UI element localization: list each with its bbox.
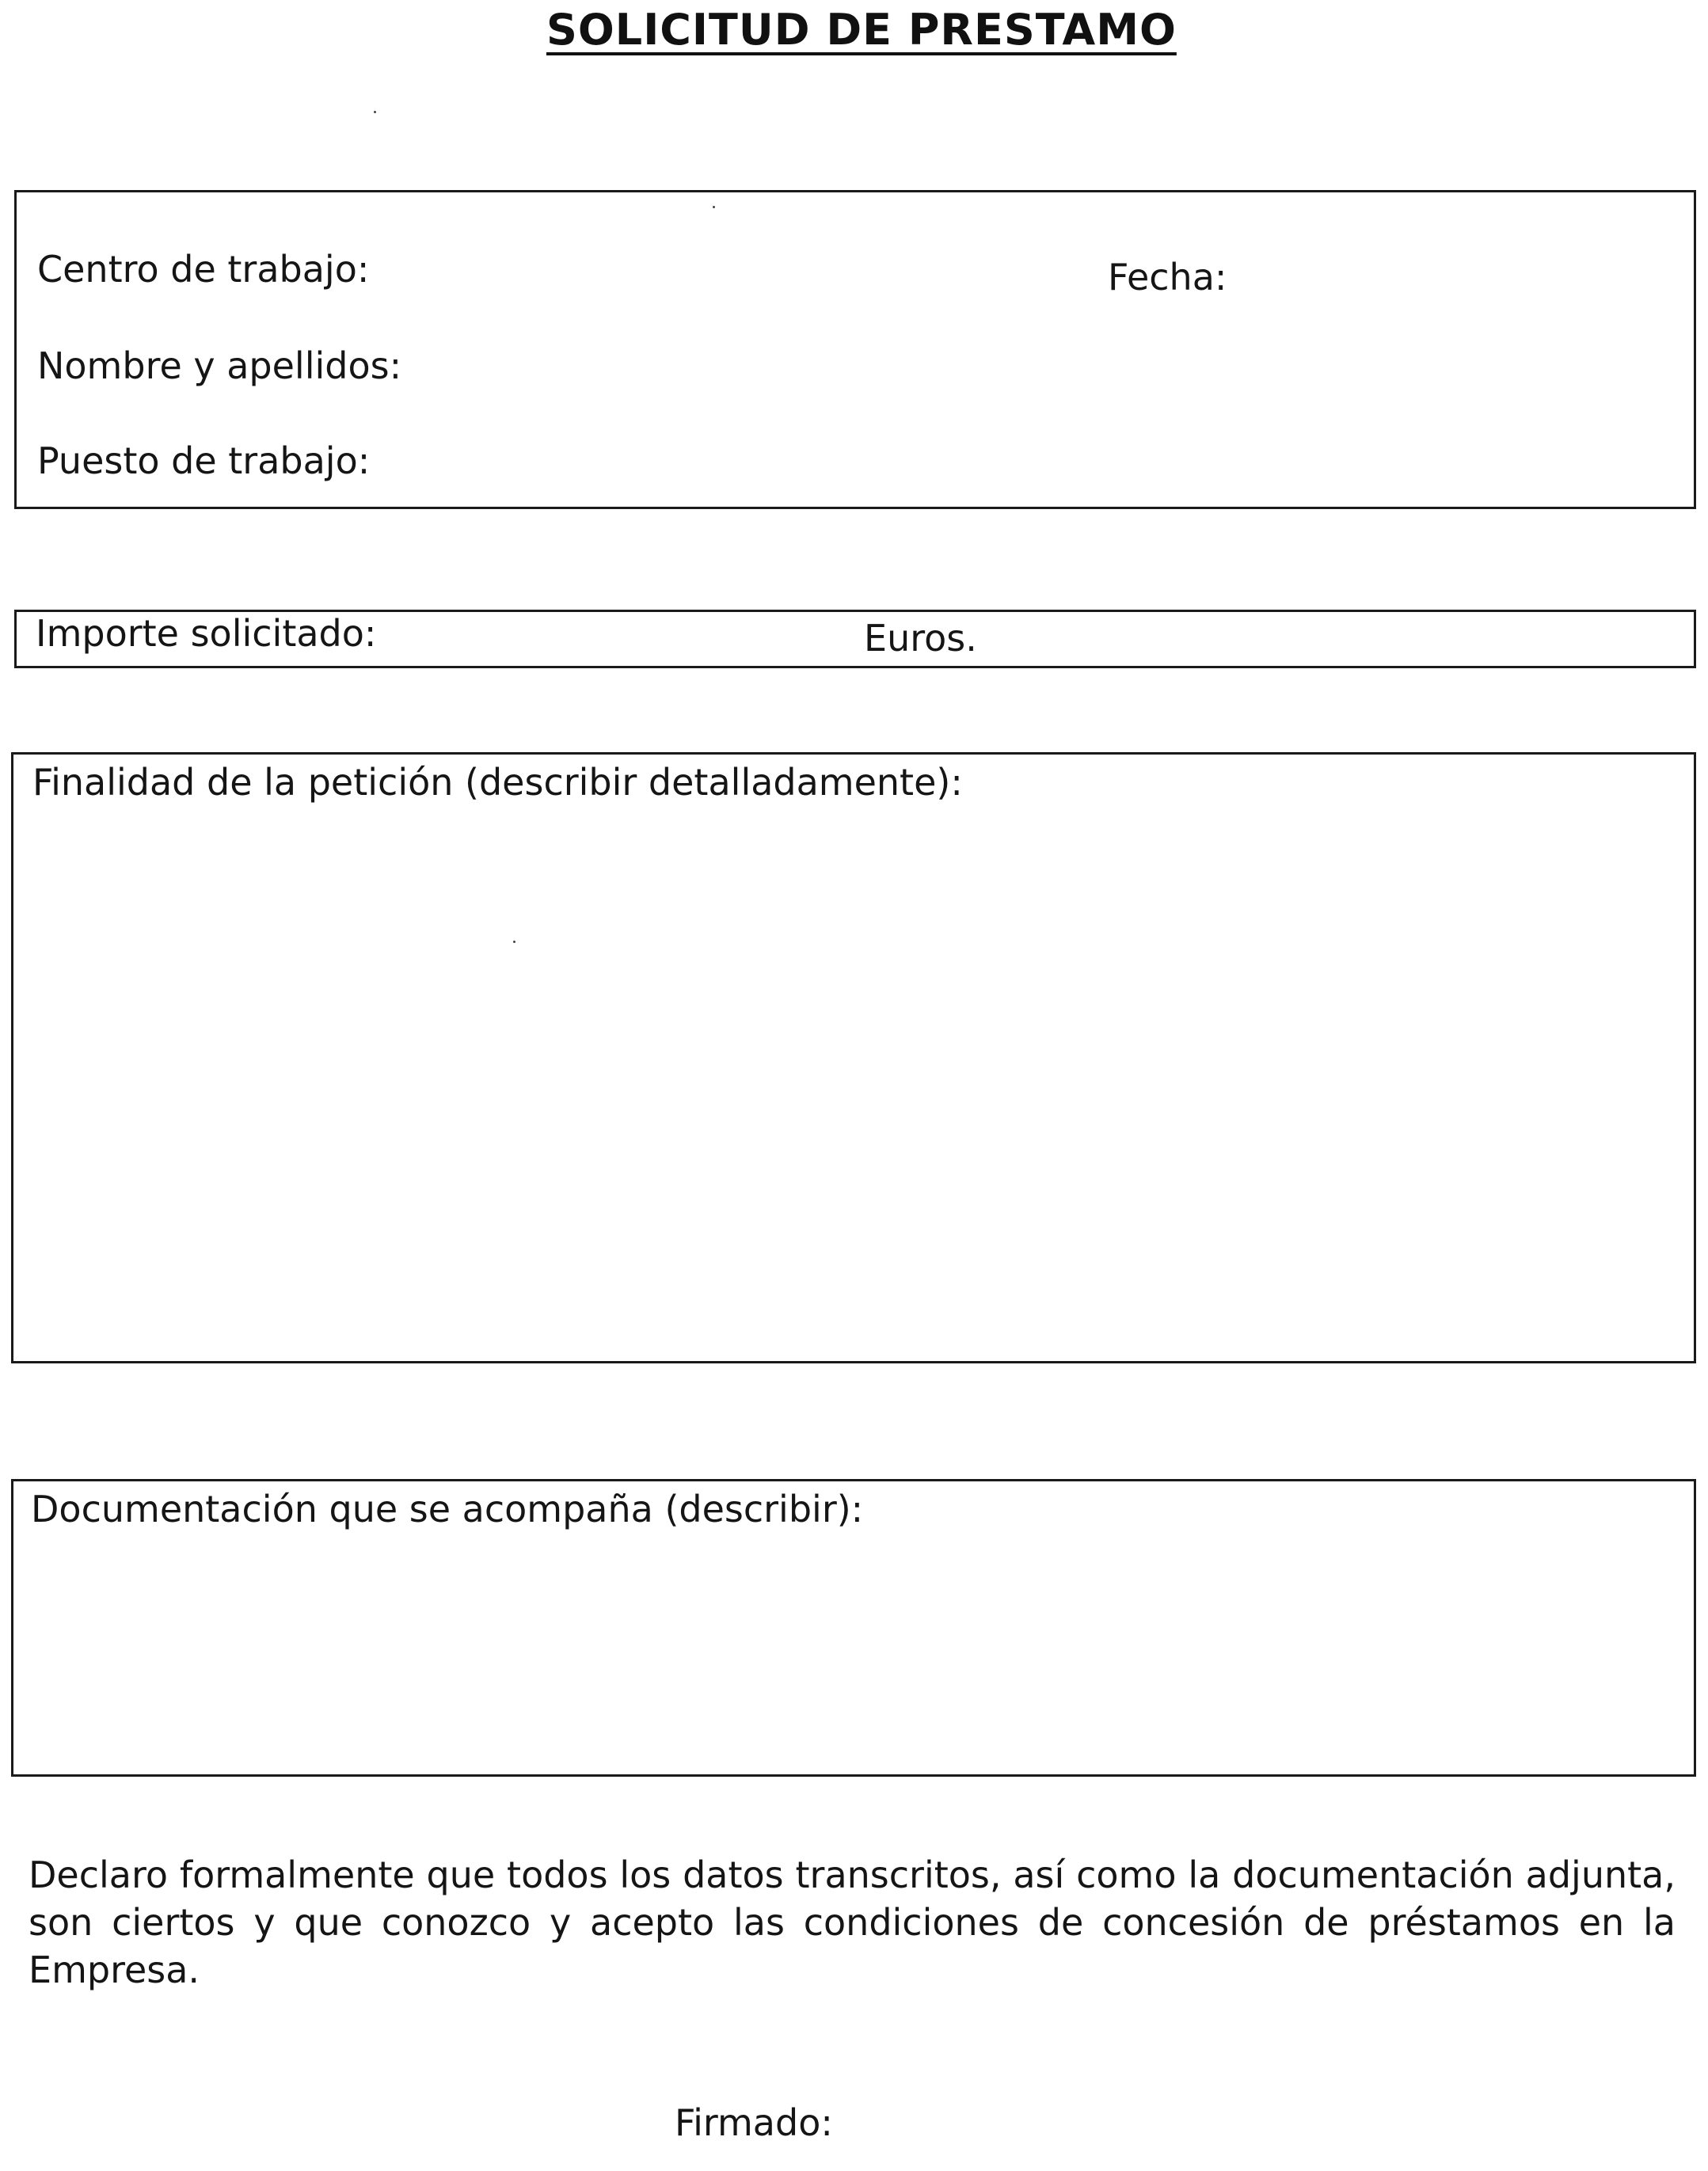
importe-solicitado-label: Importe solicitado: <box>36 612 377 655</box>
scan-speck <box>513 941 515 943</box>
signature-label: Firmado: <box>675 2101 833 2144</box>
scan-speck <box>374 111 376 113</box>
importe-box <box>14 610 1696 668</box>
documentacion-label: Documentación que se acompaña (describir): <box>31 1488 864 1530</box>
form-title: SOLICITUD DE PRESTAMO <box>546 5 1177 55</box>
centro-de-trabajo-label: Centro de trabajo: <box>37 248 370 291</box>
documentacion-box <box>11 1479 1696 1777</box>
fecha-label: Fecha: <box>1108 256 1227 298</box>
personal-data-box <box>14 190 1696 509</box>
scan-speck <box>713 206 715 208</box>
currency-label: Euros. <box>864 617 977 660</box>
puesto-de-trabajo-label: Puesto de trabajo: <box>37 439 371 482</box>
declaration-text: Declaro formalmente que todos los datos transcritos, así como la documentación adjunta, son ciertos y que conozco y acepto las condiciones de concesión de préstamos en la Empresa. <box>29 1854 1676 1991</box>
finalidad-box <box>11 752 1696 1363</box>
nombre-apellidos-label: Nombre y apellidos: <box>37 344 402 387</box>
finalidad-label: Finalidad de la petición (describir detalladamente): <box>32 761 963 804</box>
